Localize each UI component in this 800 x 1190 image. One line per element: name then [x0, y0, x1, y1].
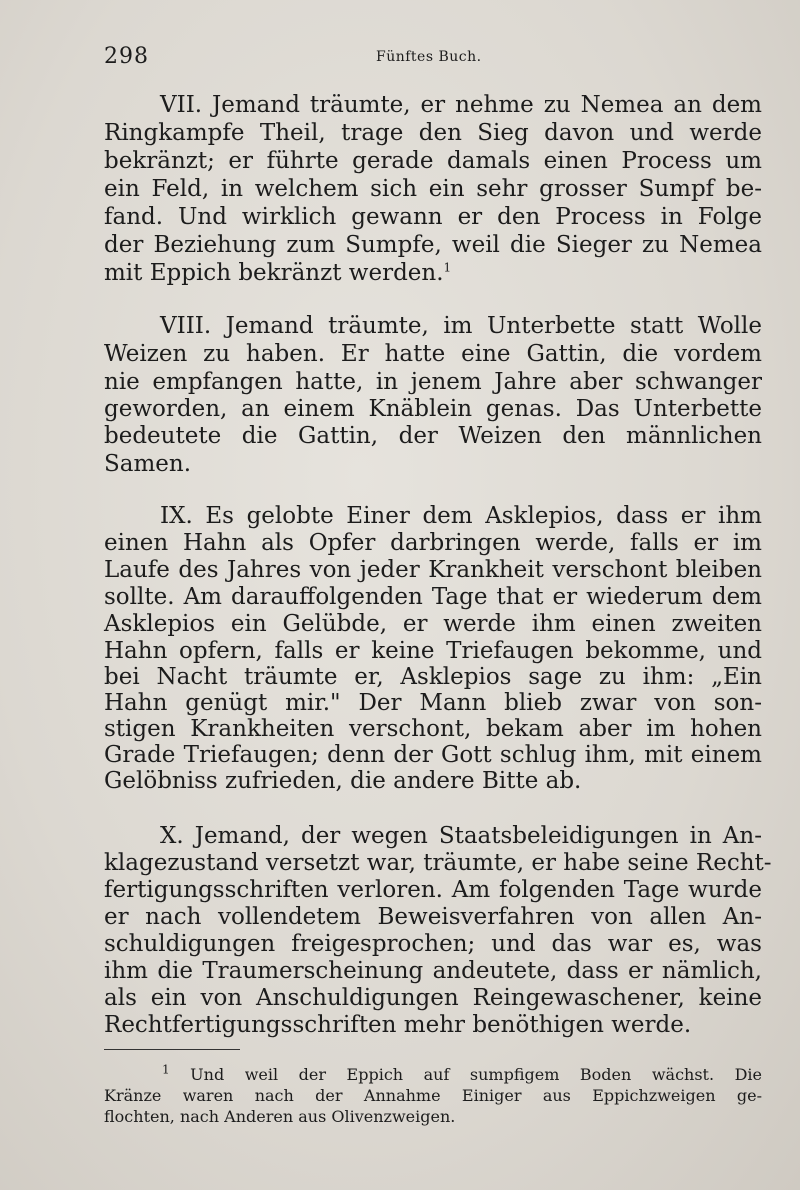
- text-line: sollte. Am darauffolgenden Tage that er wiederum dem: [104, 584, 762, 610]
- running-title: Fünftes Buch.: [376, 49, 482, 65]
- text-line-content: mit Eppich bekränzt werden.: [104, 260, 444, 286]
- text-line: VIII. Jemand träumte, im Unterbette statt Wolle: [160, 313, 762, 339]
- footnote-reference: 1: [443, 260, 452, 275]
- text-line: Grade Triefaugen; denn der Gott schlug ihm, mit einem: [104, 742, 762, 768]
- page-header: [104, 44, 764, 74]
- text-line: als ein von Anschuldigungen Reingewaschener, keine: [104, 985, 762, 1011]
- text-line: Rechtfertigungsschriften mehr benöthigen werde.: [104, 1012, 692, 1038]
- text-line: Laufe des Jahres von jeder Krankheit verschont bleiben: [104, 557, 762, 583]
- text-line: Weizen zu haben. Er hatte eine Gattin, die vordem: [104, 341, 762, 367]
- footnote-marker: 1: [162, 1062, 170, 1077]
- text-line: geworden, an einem Knäblein genas. Das Unterbette: [104, 396, 762, 422]
- text-line: Samen.: [104, 451, 192, 477]
- text-line: nie empfangen hatte, in jenem Jahre aber schwanger: [104, 369, 762, 395]
- text-line: IX. Es gelobte Einer dem Asklepios, dass er ihm: [160, 503, 762, 529]
- text-line: ein Feld, in welchem sich ein sehr grosser Sumpf be-: [104, 176, 762, 202]
- footnote-line: [162, 1062, 762, 1084]
- text-line: bei Nacht träumte er, Asklepios sage zu ihm: „Ein: [104, 664, 762, 690]
- footnote-text: Und weil der Eppich auf sumpfigem Boden wächst. Die: [190, 1065, 762, 1084]
- text-line: VII. Jemand träumte, er nehme zu Nemea an dem: [160, 92, 762, 118]
- footnote-line: flochten, nach Anderen aus Olivenzweigen.: [104, 1107, 456, 1126]
- text-line: Hahn genügt mir." Der Mann blieb zwar von son-: [104, 690, 762, 716]
- text-line: fertigungsschriften verloren. Am folgenden Tage wurde: [104, 877, 762, 903]
- text-line-with-footnote: [104, 260, 762, 287]
- text-line: schuldigungen freigesprochen; und das war es, was: [104, 931, 762, 957]
- page-number: 298: [104, 44, 149, 69]
- text-line: fand. Und wirklich gewann er den Process in Folge: [104, 204, 762, 230]
- text-line: Hahn opfern, falls er keine Triefaugen bekomme, und: [104, 638, 762, 664]
- text-line: ihm die Traumerscheinung andeutete, dass er nämlich,: [104, 958, 762, 984]
- text-line: X. Jemand, der wegen Staatsbeleidigungen in An-: [160, 823, 762, 849]
- text-line: Ringkampfe Theil, trage den Sieg davon und werde: [104, 120, 762, 146]
- text-line: Asklepios ein Gelübde, er werde ihm einen zweiten: [104, 611, 762, 637]
- text-line: stigen Krankheiten verschont, bekam aber im hohen: [104, 716, 762, 742]
- text-line: einen Hahn als Opfer darbringen werde, falls er im: [104, 530, 762, 556]
- text-line: der Beziehung zum Sumpfe, weil die Sieger zu Nemea: [104, 232, 762, 258]
- footnote-line: Kränze waren nach der Annahme Einiger aus Eppichzweigen ge-: [104, 1086, 762, 1105]
- text-line: klagezustand versetzt war, träumte, er habe seine Recht-: [104, 850, 772, 876]
- text-line: Gelöbniss zufrieden, die andere Bitte ab.: [104, 768, 582, 794]
- text-line: bedeutete die Gattin, der Weizen den männlichen: [104, 423, 762, 449]
- footnote-divider: [104, 1049, 240, 1050]
- text-line: er nach vollendetem Beweisverfahren von allen An-: [104, 904, 762, 930]
- text-line: bekränzt; er führte gerade damals einen Process um: [104, 148, 762, 174]
